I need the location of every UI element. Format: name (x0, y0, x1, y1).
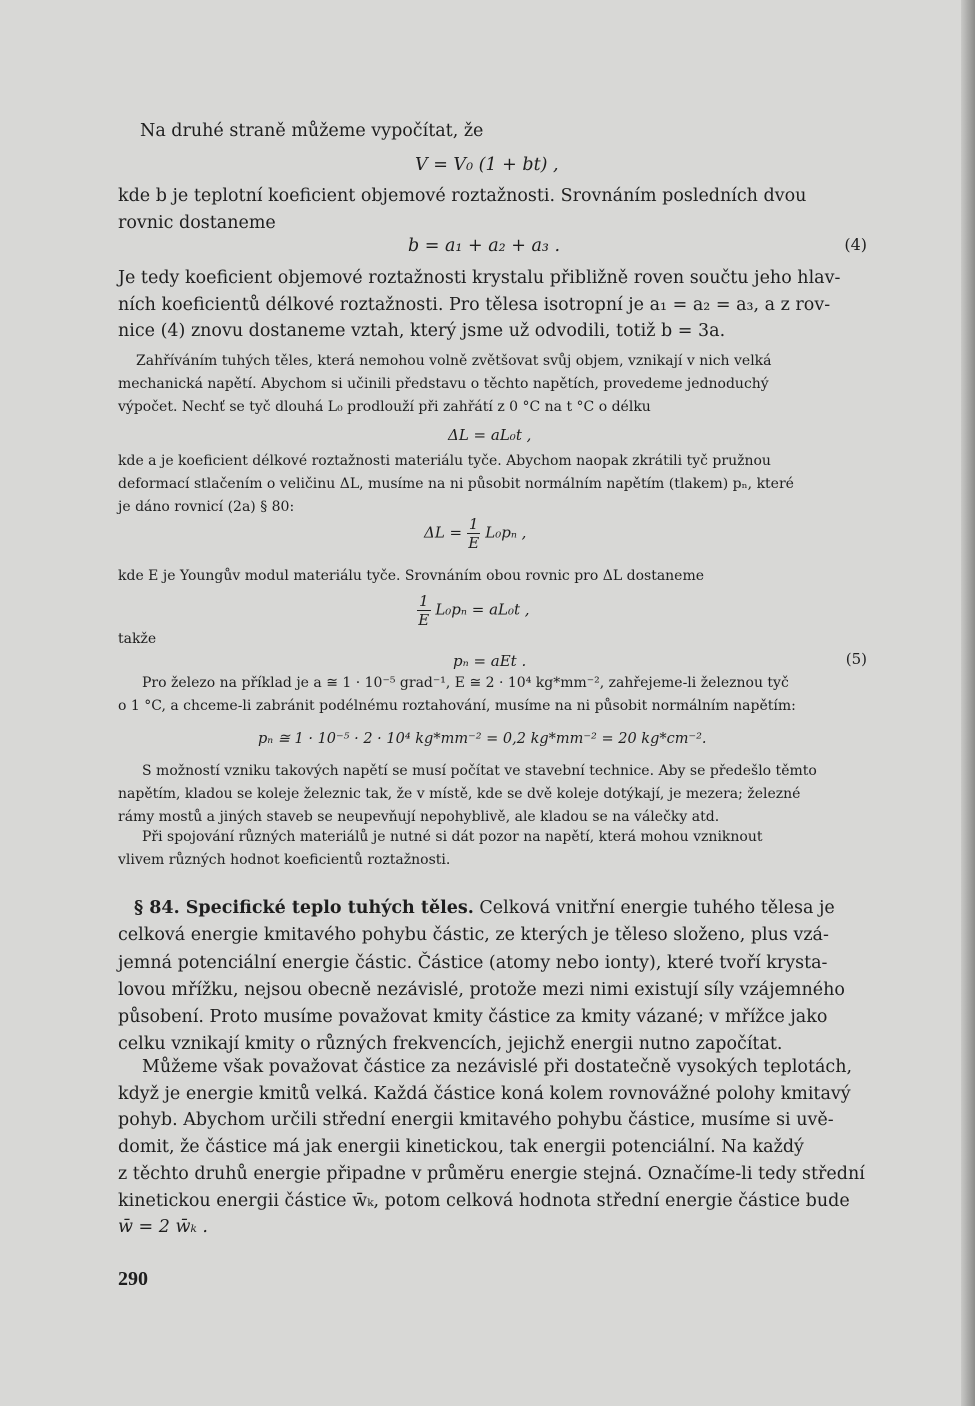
text-line: celková energie kmitavého pohybu částic, ze kterých je těleso složeno, plus vzá- (118, 925, 829, 946)
text-line: celku vznikají kmity o různých frekvencích, jejichž energii nutno započítat. (118, 1034, 783, 1055)
text-line: vlivem různých hodnot koeficientů roztažnosti. (118, 852, 451, 868)
paragraph-takze (118, 628, 866, 651)
text-line: kde E je Youngův modul materiálu tyče. Srovnáním obou rovnic pro ΔL dostaneme (118, 568, 705, 584)
equation-4: b = a₁ + a₂ + a₃ . (408, 236, 561, 256)
paragraph-volume-coef (118, 183, 866, 236)
equation-right-side: L₀pₙ , (485, 523, 527, 542)
equation-iron-stress: pₙ ≅ 1 · 10⁻⁵ · 2 · 10⁴ kg*mm⁻² = 0,2 kg*mm⁻² = 20 kg*cm⁻². (258, 731, 707, 747)
fraction-numerator: 1 (468, 515, 479, 533)
paragraph-compression (118, 450, 866, 519)
text-line: Na druhé straně můžeme vypočítat, že (140, 121, 484, 141)
paragraph-heating-stress (118, 350, 866, 419)
equation-hooke (424, 515, 526, 552)
section-heading: § 84. Specifické teplo tuhých těles. (134, 898, 474, 918)
text-fragment: Celková vnitřní energie tuhého tělesa je (473, 898, 835, 918)
text-line: Je tedy koeficient objemové roztažnosti krystalu přibližně roven součtu jeho hlav- (118, 268, 841, 288)
text-line: o 1 °C, a chceme-li zabránit podélnému roztahování, musíme na ni působit normálním napětím: (118, 698, 796, 714)
text-line: S možností vzniku takových napětí se musí počítat ve stavební technice. Aby se předešlo těmto (142, 763, 817, 779)
paragraph-materials (118, 826, 866, 872)
equation-delta-l: ΔL = aL₀t , (448, 426, 532, 444)
equation-right-side: L₀pₙ = aL₀t , (435, 600, 530, 619)
paragraph-construction (118, 760, 866, 829)
equation-combined (417, 592, 530, 629)
page-edge-shadow (961, 0, 975, 1406)
equation-number-4: (4) (844, 235, 867, 254)
text-line: lovou mřížku, nejsou obecně nezávislé, protože mezi nimi existují síly vzájemného (118, 979, 845, 1000)
text-line: nice (4) znovu dostaneme vztah, který jsme už odvodili, totiž b = 3a. (118, 321, 726, 341)
paragraph-intro (140, 118, 840, 145)
text-line: je dáno rovnicí (2a) § 80: (118, 499, 295, 515)
text-line: pohyb. Abychom určili střední energii kmitavého pohybu částice, musíme si uvě- (118, 1110, 834, 1131)
text-line: Zahříváním tuhých těles, která nemohou volně zvětšovat svůj objem, vznikají v nich velká (136, 353, 772, 369)
text-line: napětím, kladou se koleje železnic tak, že v místě, kde se dvě koleje dotýkají, je mezera; železné (118, 786, 801, 802)
paragraph-isotropic (118, 265, 866, 345)
section-84-paragraph (118, 895, 866, 1059)
text-line: Pro železo na příklad je a ≅ 1 · 10⁻⁵ grad⁻¹, E ≅ 2 · 10⁴ kg*mm⁻², zahřejeme-li železnou tyč (142, 675, 789, 691)
equation-number-5: (5) (845, 650, 867, 668)
text-line: ních koeficientů délkové roztažnosti. Pro tělesa isotropní je a₁ = a₂ = a₃, a z rov- (118, 294, 831, 315)
text-line: když je energie kmitů velká. Každá částice koná kolem rovnovážné polohy kmitavý (118, 1083, 851, 1104)
paragraph-young-modulus (118, 565, 866, 588)
text-line: w̄ = 2 w̄ₖ . (118, 1217, 208, 1238)
text-line: rovnic dostaneme (118, 212, 276, 233)
text-line: Můžeme však považovat částice za nezávislé při dostatečně vysokých teplotách, (142, 1057, 853, 1077)
page-number: 290 (118, 1268, 148, 1290)
section-84-paragraph-2 (118, 1054, 866, 1241)
text-line: výpočet. Nechť se tyč dlouhá L₀ prodlouží při zahřátí z 0 °C na t °C o délku (118, 399, 651, 415)
text-line: kde a je koeficient délkové roztažnosti materiálu tyče. Abychom naopak zkrátili tyč pružnou (118, 453, 771, 469)
text-line: jemná potenciální energie částic. Částice (atomy nebo ionty), které tvoří krysta- (118, 952, 828, 973)
text-line: mechanická napětí. Abychom si učinili představu o těchto napětích, provedeme jednoduchý (118, 376, 769, 392)
text-line: domit, že částice má jak energii kinetickou, tak energii potenciální. Na každý (118, 1137, 804, 1158)
equation-volume: V = V₀ (1 + bt) , (415, 155, 559, 175)
text-line: rámy mostů a jiných staveb se neupevňují nepohyblivě, ale kladou se na válečky atd. (118, 809, 720, 825)
text-line: deformací stlačením o veličinu ΔL, musíme na ni působit normálním napětím (tlakem) pₙ, které (118, 476, 794, 492)
text-line: působení. Proto musíme považovat kmity částice za kmity vázané; v mřížce jako (118, 1007, 828, 1028)
text-line: kde b je teplotní koeficient objemové roztažnosti. Srovnáním posledních dvou (118, 186, 807, 206)
equation-5: pₙ = aEt . (453, 652, 527, 670)
text-line (118, 895, 866, 922)
text-line: Při spojování různých materiálů je nutné si dát pozor na napětí, která mohou vzniknout (142, 829, 763, 845)
fraction (417, 592, 431, 629)
text-line: kinetickou energii částice w̄ₖ, potom celková hodnota střední energie částice bude (118, 1190, 850, 1211)
fraction-numerator: 1 (419, 592, 429, 610)
paragraph-iron-example (118, 672, 866, 718)
fraction-denominator: E (468, 534, 480, 552)
text-line: z těchto druhů energie připadne v průměru energie stejná. Označíme-li tedy střední (118, 1163, 865, 1184)
text-line: takže (118, 631, 157, 647)
equation-left-side: ΔL = (424, 523, 463, 542)
fraction-denominator: E (418, 611, 430, 629)
fraction (467, 515, 481, 552)
